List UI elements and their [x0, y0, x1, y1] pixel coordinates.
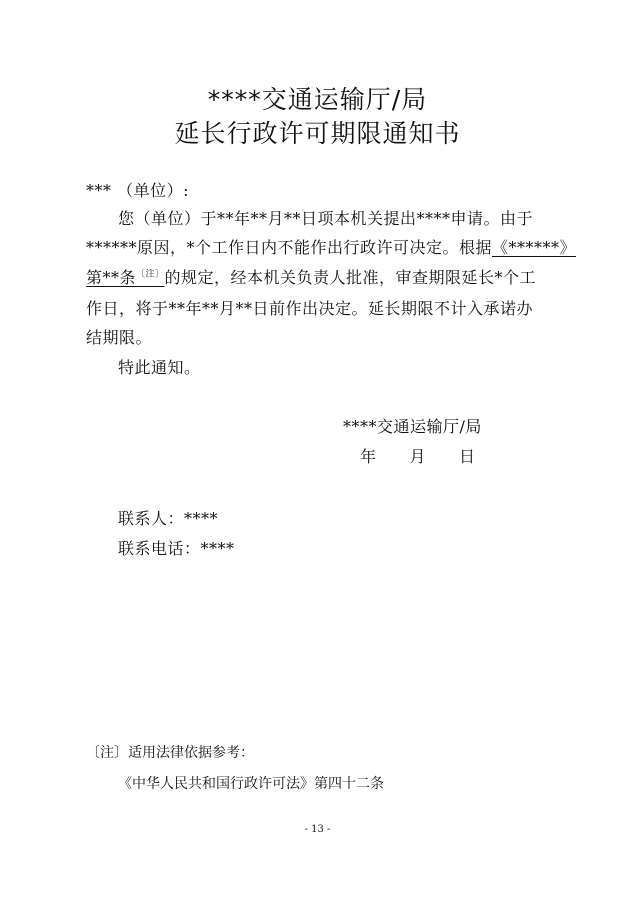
- signature-date: 年 月 日: [360, 447, 476, 466]
- contact-phone: 联系电话：****: [118, 539, 235, 558]
- paragraph-line: 作日，将于**年**月**日前作出决定。延长期限不计入承诺办: [86, 299, 534, 318]
- salutation: *** （单位）:: [86, 181, 189, 200]
- note-heading: 〔注〕适用法律依据参考：: [86, 745, 254, 761]
- paragraph-line: [86, 235, 576, 258]
- article-reference: 第**条$^{〔注〕}$: [86, 268, 165, 287]
- paragraph-line: 结期限。: [86, 328, 153, 347]
- paragraph-line: [86, 265, 536, 288]
- paragraph-text: 的规定，经本机关负责人批准，审查期限延长*个工: [164, 268, 537, 287]
- contact-person: 联系人：****: [118, 509, 219, 528]
- paragraph-line: 您（单位）于**年**月**日项本机关提出****申请。由于: [118, 209, 534, 228]
- law-reference: 《******》: [492, 238, 577, 257]
- note-item: 《中华人民共和国行政许可法》第四十二条: [118, 776, 384, 792]
- paragraph-text: ******原因，*个工作日内不能作出行政许可决定。根据: [86, 238, 493, 257]
- signature-org: ****交通运输厅/局: [343, 417, 482, 436]
- page-number: - 13 -: [304, 824, 331, 835]
- page-title-line1: ****交通运输厅/局: [207, 85, 428, 114]
- page-title-line2: 延长行政许可期限通知书: [174, 119, 461, 148]
- note-marker: 〔注〕: [136, 269, 165, 280]
- closing-text: 特此通知。: [118, 358, 201, 377]
